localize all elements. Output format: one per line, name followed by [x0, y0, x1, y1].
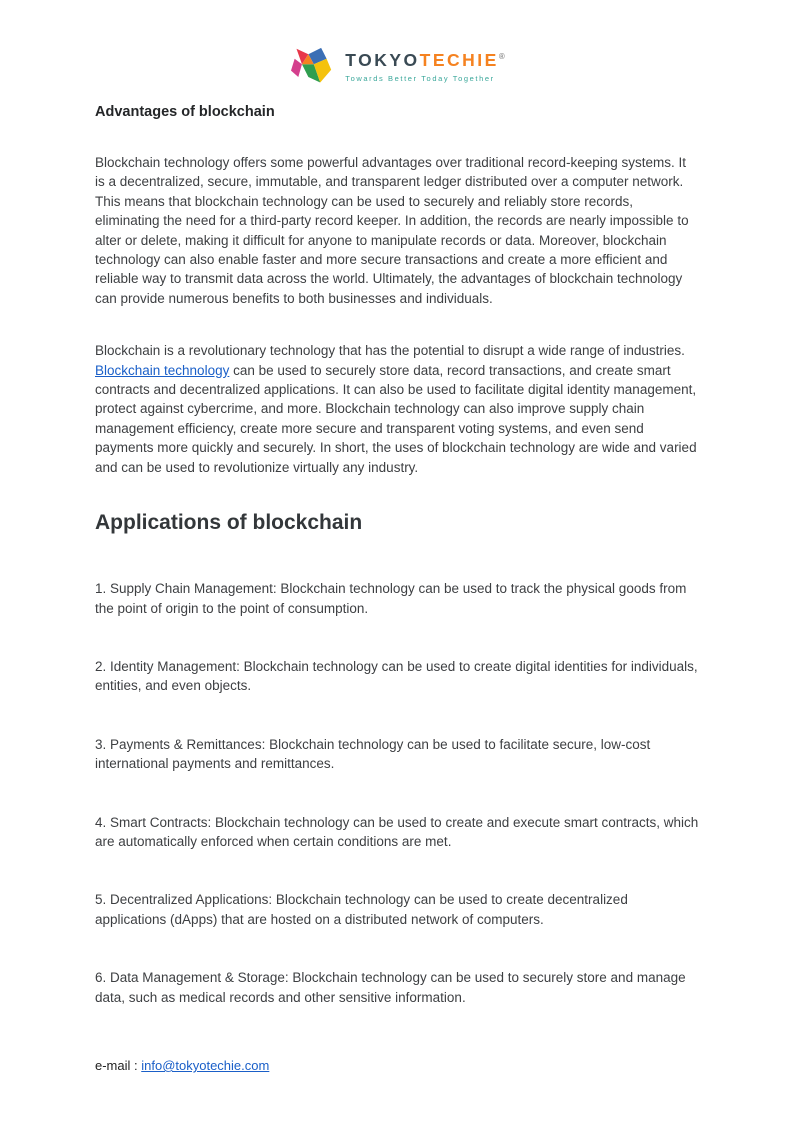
email-label: e-mail : [95, 1058, 142, 1073]
advantages-heading: Advantages of blockchain [95, 104, 275, 120]
brand-name [345, 51, 505, 70]
brand-techie: TECHIE [419, 50, 499, 71]
logo [0, 46, 794, 88]
application-item-2: 2. Identity Management: Blockchain technology can be used to create digital identities for individuals, entities, and even objects. [95, 658, 698, 694]
registered-mark: ® [498, 52, 505, 62]
tokyotechie-logo-icon [289, 46, 335, 88]
brand-tokyo: TOKYO [345, 50, 420, 71]
footer [95, 1058, 269, 1073]
applications-heading: Applications of blockchain [95, 511, 363, 535]
advantages-paragraph-1: Blockchain technology offers some powerful advantages over traditional record-keeping systems. It is a decentralized, secure, immutable, and transparent ledger distributed over a computer network. This means that blockchain technology can be used to securely and reliably store records, eliminating the need for a third-party record keeper. In addition, the records are nearly impossible to alter or delete, making it difficult for anyone to manipulate records or data. Moreover, blockchain technology can also enable faster and more secure transactions and create a more efficient and reliable way to transmit data across the world. Ultimately, the advantages of blockchain technology can provide numerous benefits to both businesses and individuals. [95, 155, 689, 306]
paragraph-2-text-before: Blockchain is a revolutionary technology that has the potential to disrupt a wide range of industries. [95, 343, 685, 359]
brand-tagline: Towards Better Today Together [345, 73, 495, 83]
paragraph-2-text-after: can be used to securely store data, record transactions, and create smart contracts and decentralized applications. It can also be used to facilitate digital identity management, protect against cybercrime, and more. Blockchain technology can also improve supply chain management efficiency, create more secure and transparent voting systems, and even send payments more quickly and securely. In short, the uses of blockchain technology are wide and varied and can be used to revolutionize virtually any industry. [95, 362, 697, 475]
blockchain-technology-link[interactable]: Blockchain technology [95, 362, 230, 378]
application-item-5: 5. Decentralized Applications: Blockchain technology can be used to create decentralized applications (dApps) that are hosted on a distributed network of computers. [95, 892, 628, 927]
application-item-1: 1. Supply Chain Management: Blockchain technology can be used to track the physical goods from the point of origin to the point of consumption. [95, 581, 687, 616]
logo-text [345, 51, 505, 82]
email-link[interactable]: info@tokyotechie.com [141, 1058, 270, 1073]
application-item-6: 6. Data Management & Storage: Blockchain technology can be used to securely store and manage data, such as medical records and other sensitive information. [95, 970, 686, 1005]
application-item-3: 3. Payments & Remittances: Blockchain technology can be used to facilitate secure, low-cost international payments and remittances. [95, 736, 651, 772]
document-content [95, 104, 699, 1007]
advantages-paragraph-2 [95, 341, 699, 477]
application-item-4: 4. Smart Contracts: Blockchain technology can be used to create and execute smart contracts, which are automatically enforced when certain conditions are met. [95, 814, 699, 849]
